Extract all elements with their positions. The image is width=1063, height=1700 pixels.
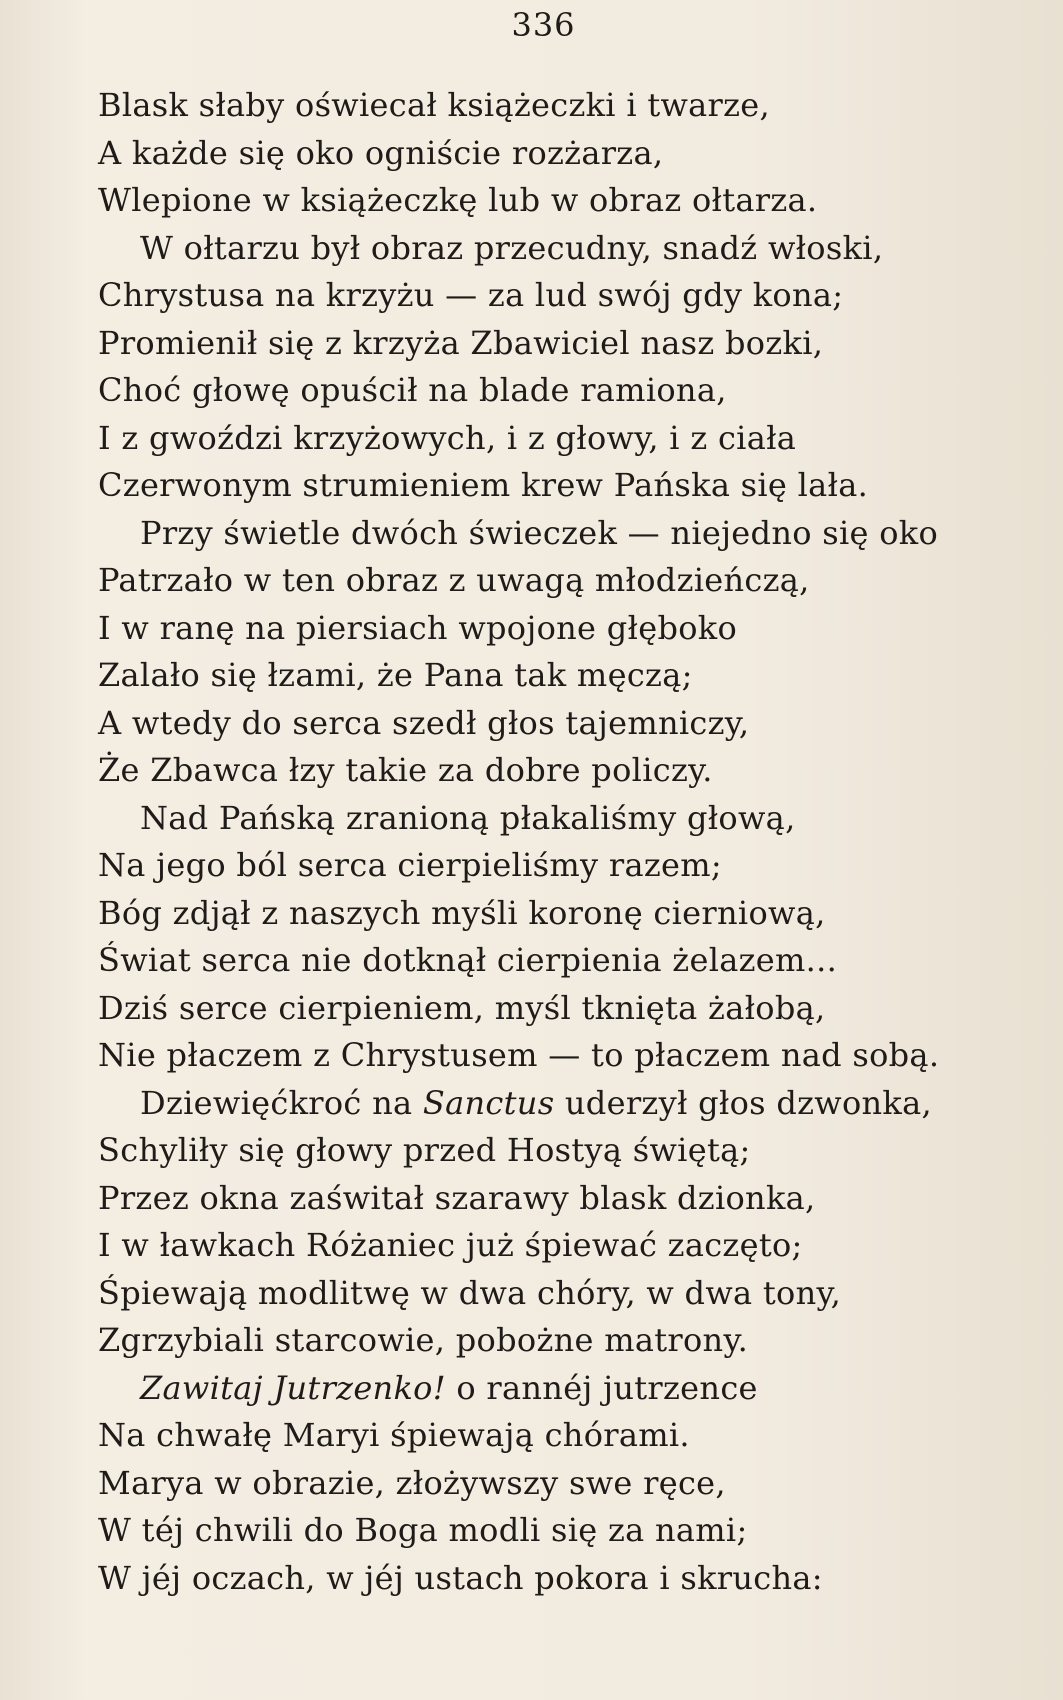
poem-line: Chrystusa na krzyżu — za lud swój gdy kona; (98, 276, 844, 314)
poem-line: Zalało się łzami, że Pana tak męczą; (98, 656, 693, 694)
poem-line: Wlepione w książeczkę lub w obraz ołtarza. (98, 181, 818, 219)
poem-line: Nie płaczem z Chrystusem — to płaczem nad sobą. (98, 1036, 940, 1074)
poem-line: Patrzało w ten obraz z uwagą młodzieńczą, (98, 561, 810, 599)
poem-line (98, 1365, 1018, 1413)
poem-line: Śpiewają modlitwę w dwa chóry, w dwa tony, (98, 1273, 842, 1312)
poem-text (98, 82, 1018, 1602)
poem-line: Nad Pańską zranioną płakaliśmy głową, (140, 798, 796, 837)
latin-word: Sanctus (422, 1083, 555, 1122)
poem-line: Choć głowę opuścił na blade ramiona, (98, 371, 727, 409)
line-text: Dziewięćkroć na (140, 1083, 423, 1122)
hymn-title: Zawitaj Jutrzenko! (140, 1368, 446, 1407)
poem-line: Promienił się z krzyża Zbawiciel nasz bozki, (98, 323, 824, 362)
poem-line: Że Zbawca łzy takie za dobre policzy. (98, 751, 713, 789)
line-text: uderzył głos dzwonka, (554, 1083, 932, 1122)
poem-line: Czerwonym strumieniem krew Pańska się lała. (98, 466, 869, 504)
poem-line: W ołtarzu był obraz przecudny, snadź włoski, (140, 228, 884, 267)
poem-line: A wtedy do serca szedł głos tajemniczy, (98, 703, 750, 742)
poem-line: Marya w obrazie, złożywszy swe ręce, (98, 1463, 726, 1502)
poem-line: W jéj oczach, w jéj ustach pokora i skrucha: (98, 1558, 823, 1597)
poem-line: I w ranę na piersiach wpojone głęboko (98, 608, 738, 647)
poem-line: A każde się oko ogniście rozżarza, (98, 133, 664, 172)
poem-line: Przy świetle dwóch świeczek — niejedno się oko (140, 513, 939, 552)
poem-line: Bóg zdjął z naszych myśli koronę cierniową, (98, 893, 826, 932)
poem-line: I w ławkach Różaniec już śpiewać zaczęto; (98, 1226, 803, 1264)
poem-line: Na jego ból serca cierpieliśmy razem; (98, 846, 722, 884)
poem-line (98, 1080, 1018, 1128)
poem-line: Blask słaby oświecał książeczki i twarze, (98, 86, 771, 124)
poem-line: Świat serca nie dotknął cierpienia żelazem... (98, 941, 838, 979)
poem-line: Zgrzybiali starcowie, pobożne matrony. (98, 1321, 749, 1359)
poem-line: Schyliły się głowy przed Hostyą świętą; (98, 1131, 751, 1169)
poem-line: Na chwałę Maryi śpiewają chórami. (98, 1416, 690, 1454)
line-text: o rannéj jutrzence (445, 1368, 758, 1407)
poem-line: W téj chwili do Boga modli się za nami; (98, 1511, 748, 1549)
poem-line: Przez okna zaświtał szarawy blask dzionka, (98, 1178, 816, 1217)
poem-line: I z gwoździ krzyżowych, i z głowy, i z ciała (98, 418, 797, 457)
page-number: 336 (511, 6, 576, 44)
poem-line: Dziś serce cierpieniem, myśl tknięta żałobą, (98, 988, 826, 1027)
